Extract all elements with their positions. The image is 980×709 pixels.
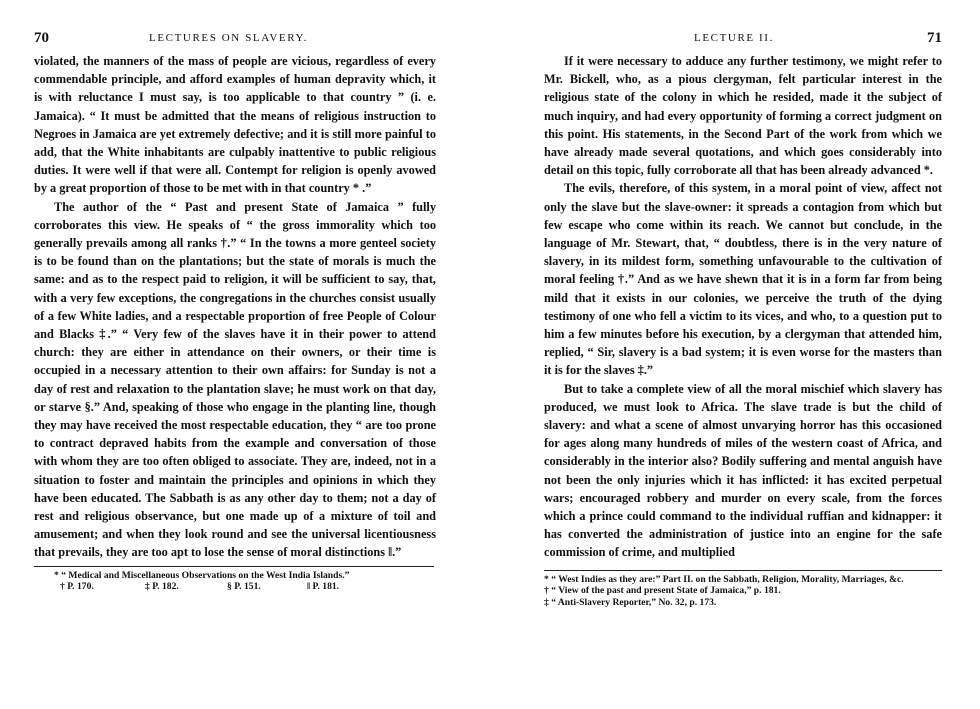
- left-page-number: 70: [34, 30, 49, 46]
- left-page: [34, 0, 436, 593]
- left-footnote-ref-parallel: ‖ P. 181.: [307, 581, 340, 593]
- left-footnote-ref-section: § P. 151.: [227, 581, 261, 593]
- right-paragraph-3: But to take a complete view of all the moral mischief which slavery has produced, we must look to Africa. The slave trade is but the child of slavery: and what a scene of almost unvarying horror has this occasioned for ages along many hundreds of miles of the western coast of Africa, and considerably in the interior also? Bodily suffering and mental anguish have not been the only injuries which it has inflicted: it has excited perpetual wars; encouraged robbery and murder on every scale, from the forces which a prince could command to the individual ruffian and kidnapper: it has converted the administration of justice into an engine for the safe commission of crime, and multiplied: [544, 381, 942, 560]
- right-running-head: LECTURE II.: [694, 32, 774, 44]
- right-footnote-2: † “ View of the past and present State of Jamaica,” p. 181.: [544, 585, 781, 597]
- right-page-header: [544, 32, 942, 54]
- right-page: [544, 0, 942, 608]
- right-page-number: 71: [927, 30, 942, 46]
- left-footnote-1: * “ Medical and Miscellaneous Observations on the West India Islands.”: [54, 569, 350, 581]
- left-footnote-ref-double-dagger: ‡ P. 182.: [145, 581, 179, 593]
- left-paragraph-2: The author of the “ Past and present State of Jamaica ” fully corroborates this view. He speaks of “ the gross immorality which too generally prevails among all ranks †.” “ In the towns a more genteel society is to be found than on the plantations; but the state of morals is much the same: and as to the respect paid to religion, it will be sufficient to say, that, with a very few exceptions, the congregations in the churches consist usually of a few White ladies, and a respectable proportion of free People of Colour and Blacks ‡.” “ Very few of the slaves have it in their power to attend church: they are either in attendance on their owners, or their time is occupied in a necessary attention to their own affairs: for Sunday is not a day of rest and relaxation to the plantation slave; he must work on that day, or starve §.” And, speaking of those who engage in the planting line, though they may have received the most respectable education, they “ are too prone to contract depraved habits from the example and conversation of those with whom they are too often obliged to associate. They are, indeed, not in a situation to foster and maintain the principles and opinions in which they have been educated. The Sabbath is as any other day to them; not a day of rest and religious observance, but one made up of a mixture of toil and amusement; and when they look round and see the universal licentiousness that prevails, they are too apt to lose the sense of moral distinctions ‖.”: [34, 199, 436, 560]
- left-page-header: [34, 32, 436, 54]
- right-page-body: [544, 52, 942, 562]
- left-footnote-rule: [34, 566, 434, 567]
- left-page-body: [34, 52, 436, 562]
- right-footnotes: [544, 574, 942, 609]
- left-paragraph-1: violated, the manners of the mass of people are vicious, regardless of every commendable principle, and afford examples of human depravity which, it is with reluctance I must say, is too applicable to that country ” (i. e. Jamaica). “ It must be admitted that the means of religious instruction to Negroes in Jamaica are yet extremely defective; and it is still more painful to add, that the White inhabitants are culpably inattentive to public religious duties. It were well if that were all. Contempt for religion is openly avowed by a great proportion of those to be met with in that country * .”: [34, 54, 436, 196]
- left-footnote-refs: [34, 581, 436, 593]
- right-paragraph-2: The evils, therefore, of this system, in a moral point of view, affect not only the slave but the slave-owner: it spreads a contagion from which but few escape who come within its reach. We cannot but conclude, in the language of Mr. Stewart, that, “ doubtless, there is in the very nature of slavery, in its mildest form, something unfavourable to the cultivation of moral feeling †.” And as we have shewn that it is in a form far from being mild that it exists in our colonies, we perceive the truth of the dying testimony of one who fell a victim to its vices, and who, to a question put to him a few minutes before his execution, by a clergyman that attended him, replied, “ Sir, slavery is a bad system; it is even worse for the masters than it is for the slaves ‡.”: [544, 181, 942, 378]
- right-footnote-1: * “ West Indies as they are:” Part II. on the Sabbath, Religion, Morality, Marriages, &c.: [544, 573, 904, 585]
- left-running-head: LECTURES ON SLAVERY.: [149, 32, 309, 44]
- right-paragraph-1: If it were necessary to adduce any further testimony, we might refer to Mr. Bickell, who, as a pious clergyman, felt particular interest in the religious state of the colony in which he resided, made it the subject of much inquiry, and had every opportunity of forming a correct judgment on this point. His statements, in the Second Part of the work from which we have already made several quotations, and which goes considerably into detail on this topic, fully corroborate all that has been already advanced *.: [544, 54, 942, 178]
- left-footnotes: [34, 570, 436, 593]
- right-footnote-3: ‡ “ Anti-Slavery Reporter,” No. 32, p. 173.: [544, 596, 717, 608]
- left-footnote-ref-dagger: † P. 170.: [60, 581, 94, 593]
- right-footnote-rule: [544, 570, 942, 571]
